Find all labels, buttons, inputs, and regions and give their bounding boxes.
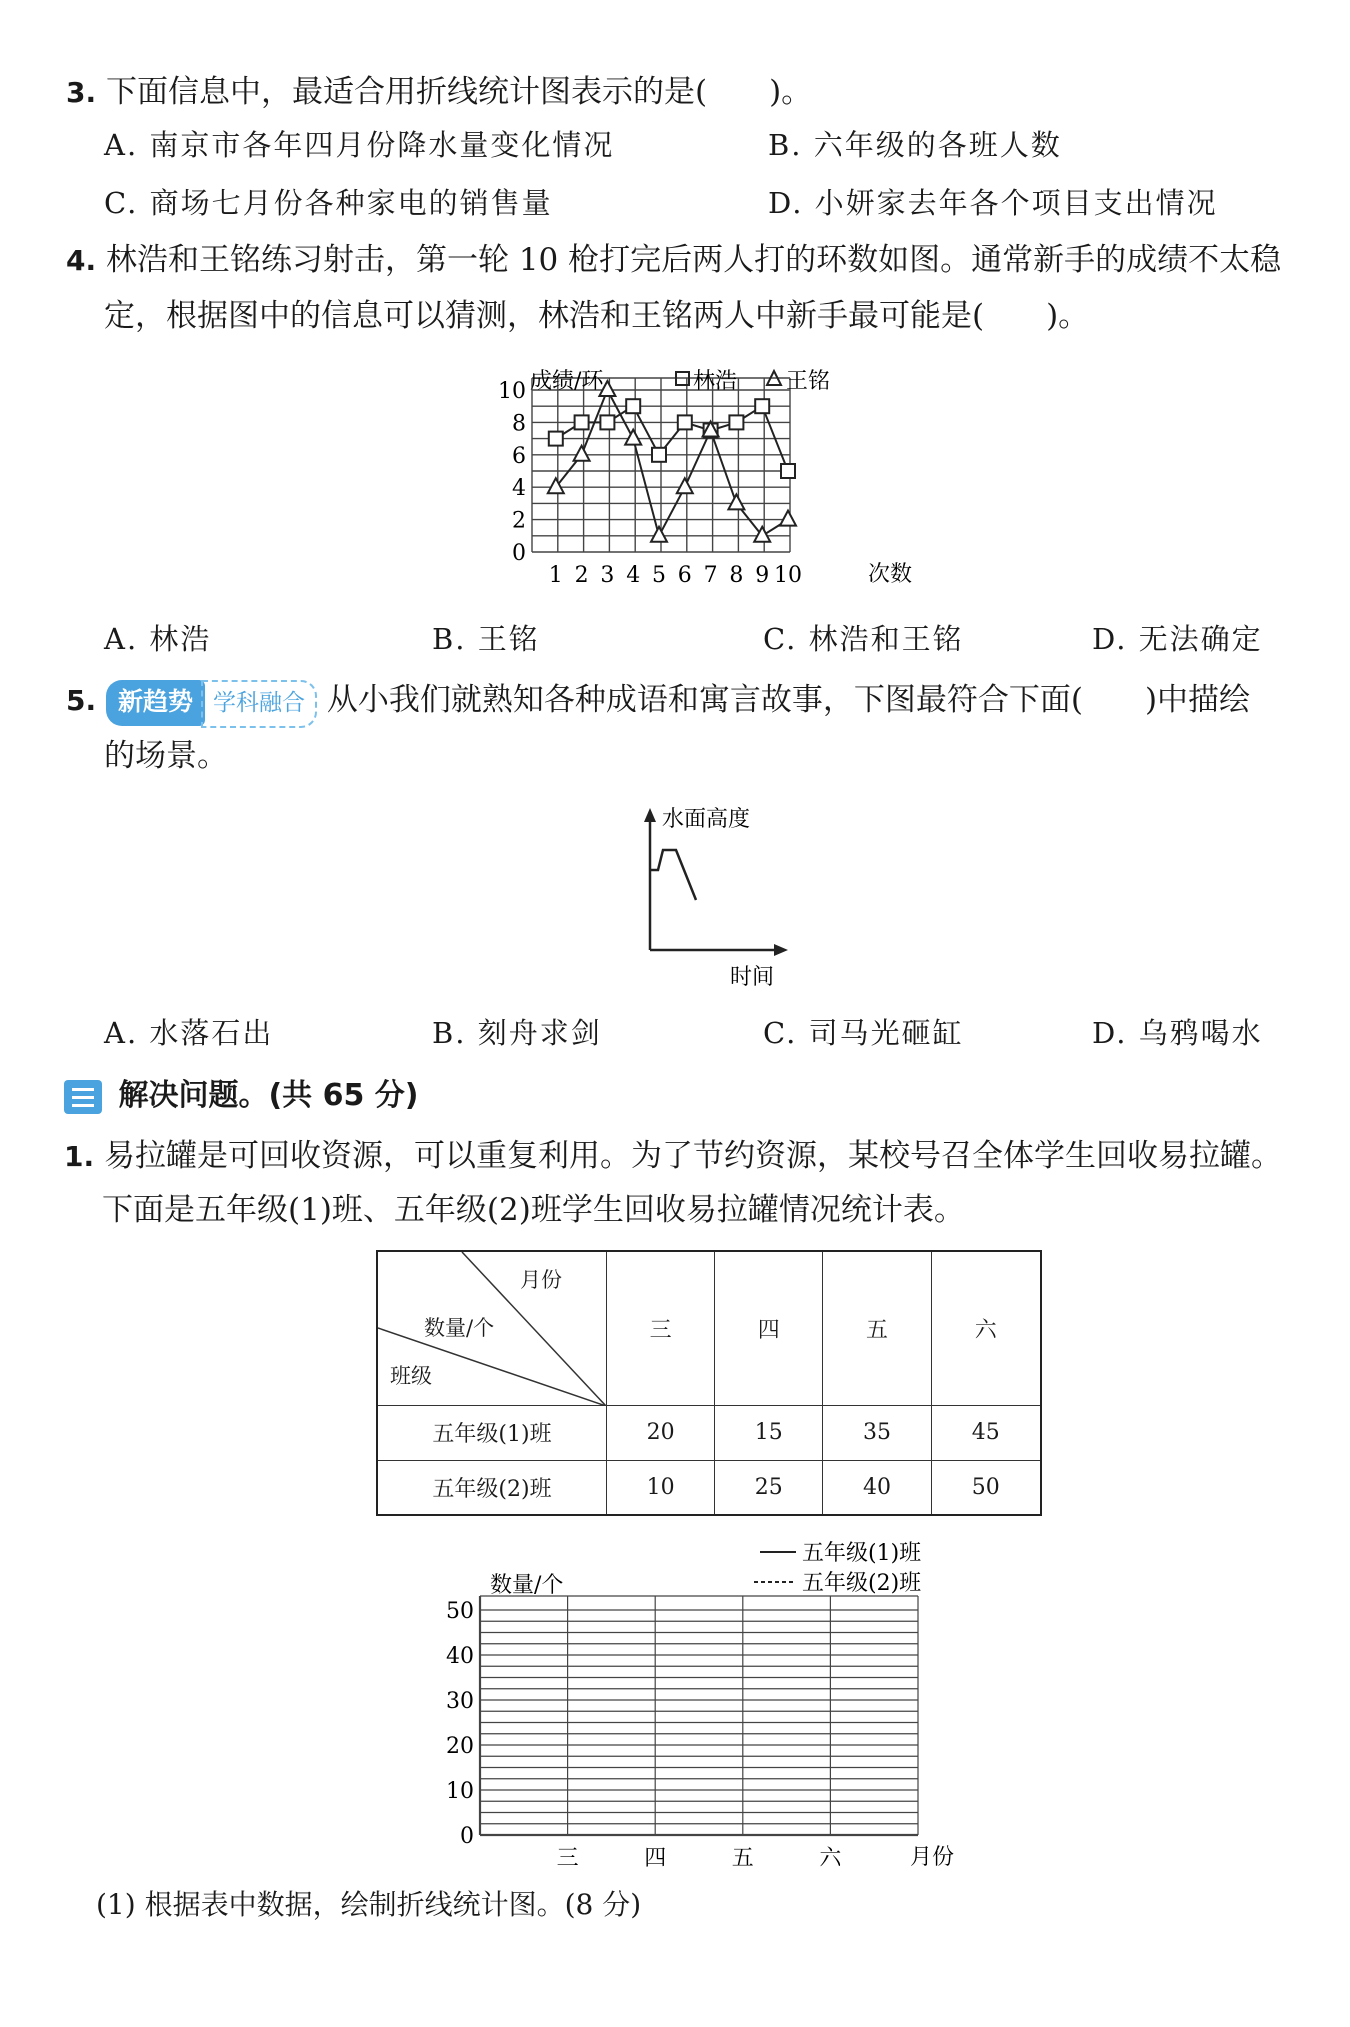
month-header: 三: [607, 1251, 715, 1405]
x-axis-label: 次数: [868, 562, 913, 587]
y-axis-label: 成绩/环: [530, 369, 604, 394]
month-header: 六: [931, 1251, 1041, 1405]
x-tick-label: 四: [644, 1846, 667, 1870]
option-a[interactable]: A. 南京市各年四月份降水量变化情况: [104, 128, 615, 162]
question-4: [66, 240, 1281, 281]
y-tick-label: 10: [446, 1779, 474, 1804]
question-number: 5.: [66, 684, 97, 717]
new-trend-badge: 新趋势: [106, 680, 205, 726]
y-tick-label: 40: [446, 1644, 474, 1669]
option-c[interactable]: C. 司马光砸缸: [763, 1016, 964, 1050]
y-axis-label: 水面高度: [662, 807, 751, 832]
corner-quantity-label: 数量/个: [424, 1316, 495, 1340]
water-level-chart: [630, 802, 800, 992]
square-point: [755, 399, 769, 413]
table-cell: 35: [823, 1405, 931, 1460]
chart-grid: [480, 1596, 918, 1835]
option-d[interactable]: D. 乌鸦喝水: [1092, 1016, 1263, 1050]
x-tick-label: 6: [677, 563, 692, 588]
option-d[interactable]: D. 无法确定: [1092, 622, 1263, 656]
y-tick-label: 0: [460, 1824, 474, 1849]
question-text-line1: 林浩和王铭练习射击，第一轮 10 枪打完后两人打的环数如图。通常新手的成绩不太稳: [105, 242, 1282, 278]
y-tick-label: 0: [512, 541, 526, 566]
x-axis-label: 月份: [910, 1845, 955, 1870]
x-tick-label: 三: [556, 1846, 579, 1870]
legend-series-1: 林浩: [693, 369, 738, 394]
x-tick-label: 5: [652, 563, 666, 588]
option-c[interactable]: C. 林浩和王铭: [763, 622, 964, 656]
section-title: 解决问题。(共 65 分): [118, 1078, 419, 1113]
question-5: [66, 680, 1250, 728]
recycling-blank-chart: [440, 1530, 1000, 1870]
corner-class-label: 班级: [390, 1364, 432, 1388]
table-cell: 10: [607, 1460, 715, 1515]
table-cell: 40: [823, 1460, 931, 1515]
y-axis-label: 数量/个: [490, 1573, 564, 1598]
option-a[interactable]: A. 水落石出: [104, 1016, 274, 1050]
row-label: 五年级(2)班: [377, 1460, 607, 1515]
triangle-point: [780, 511, 796, 526]
subject-fusion-badge: 学科融合: [201, 680, 317, 728]
y-tick-label: 8: [512, 411, 526, 437]
table-row: [377, 1460, 1041, 1515]
y-tick-label: 50: [446, 1599, 474, 1624]
problem-text-line1: 易拉罐是可回收资源，可以重复利用。为了节约资源，某校号召全体学生回收易拉罐。: [103, 1138, 1282, 1174]
x-tick-label: 五: [731, 1846, 754, 1870]
y-axis-arrow: [644, 808, 656, 822]
x-tick-label: 8: [729, 563, 744, 588]
x-tick-label: 3: [600, 563, 615, 588]
option-b[interactable]: B. 刻舟求剑: [432, 1016, 602, 1050]
question-3: [66, 72, 812, 113]
y-tick-label: 4: [512, 476, 526, 502]
square-point: [652, 448, 666, 462]
square-point: [729, 415, 743, 429]
y-tick-label: 10: [498, 379, 526, 404]
legend-class-1: 五年级(1)班: [802, 1541, 922, 1566]
y-tick-labels: [498, 379, 526, 566]
question-number: 4.: [66, 244, 97, 277]
table-cell: 45: [931, 1405, 1041, 1460]
x-tick-label: 1: [548, 563, 563, 588]
water-level-line: [650, 850, 696, 900]
question-text-line1: 从小我们就熟知各种成语和寓言故事，下图最符合下面( )中描绘: [326, 682, 1251, 718]
triangle-point: [625, 430, 641, 445]
table-cell: 50: [931, 1460, 1041, 1515]
section-three-icon: [64, 1080, 102, 1114]
question-text-line2: 的场景。: [104, 738, 228, 774]
problem-number: 1.: [64, 1140, 95, 1173]
problem-text-line2: 下面是五年级(1)班、五年级(2)班学生回收易拉罐情况统计表。: [102, 1192, 965, 1228]
section-heading: [64, 1070, 419, 1114]
chart-grid: [532, 378, 790, 552]
table-cell: 20: [607, 1405, 715, 1460]
option-b[interactable]: B. 王铭: [432, 622, 540, 656]
square-point: [600, 415, 614, 429]
x-tick-label: 4: [626, 563, 641, 588]
x-tick-label: 2: [574, 563, 589, 588]
option-a[interactable]: A. 林浩: [104, 622, 212, 656]
x-tick-label: 9: [755, 563, 770, 588]
y-tick-label: 6: [512, 443, 526, 469]
x-tick-label: 六: [819, 1846, 842, 1870]
square-point: [781, 464, 795, 478]
month-header: 五: [823, 1251, 931, 1405]
row-label: 五年级(1)班: [377, 1405, 607, 1460]
question-text: 下面信息中，最适合用折线统计图表示的是( )。: [105, 74, 813, 110]
x-tick-labels: [557, 1846, 843, 1870]
triangle-point: [677, 478, 693, 493]
y-tick-label: 30: [446, 1689, 474, 1714]
option-d[interactable]: D. 小妍家去年各个项目支出情况: [768, 186, 1218, 220]
table-cell: 15: [715, 1405, 823, 1460]
square-point: [626, 399, 640, 413]
legend-class-2: 五年级(2)班: [802, 1571, 922, 1596]
triangle-point: [728, 494, 744, 509]
corner-month-label: 月份: [520, 1268, 562, 1292]
table-row: [377, 1405, 1041, 1460]
x-tick-label: 10: [774, 563, 802, 588]
option-c[interactable]: C. 商场七月份各种家电的销售量: [104, 186, 553, 220]
x-axis-label: 时间: [730, 965, 775, 990]
y-tick-label: 20: [446, 1734, 474, 1759]
square-point: [549, 432, 563, 446]
square-point: [678, 415, 692, 429]
triangle-point: [574, 446, 590, 461]
y-tick-labels: [446, 1599, 474, 1849]
x-axis-arrow: [774, 944, 788, 956]
recycling-table: [376, 1250, 1042, 1516]
table-corner-header: [377, 1251, 607, 1405]
question-number: 3.: [66, 76, 97, 109]
problem-1: [64, 1136, 1282, 1177]
square-point: [575, 415, 589, 429]
shooting-chart: [470, 360, 950, 600]
y-tick-label: 2: [512, 508, 526, 534]
option-b[interactable]: B. 六年级的各班人数: [768, 128, 1062, 162]
question-text-line2: 定，根据图中的信息可以猜测，林浩和王铭两人中新手最可能是( )。: [104, 298, 1090, 334]
month-header: 四: [715, 1251, 823, 1405]
table-cell: 25: [715, 1460, 823, 1515]
triangle-point: [651, 527, 667, 542]
x-tick-labels: [549, 563, 802, 588]
legend-series-2: 王铭: [786, 369, 831, 394]
x-tick-label: 7: [703, 563, 718, 588]
sub-question-1: (1) 根据表中数据，绘制折线统计图。(8 分): [96, 1888, 642, 1921]
